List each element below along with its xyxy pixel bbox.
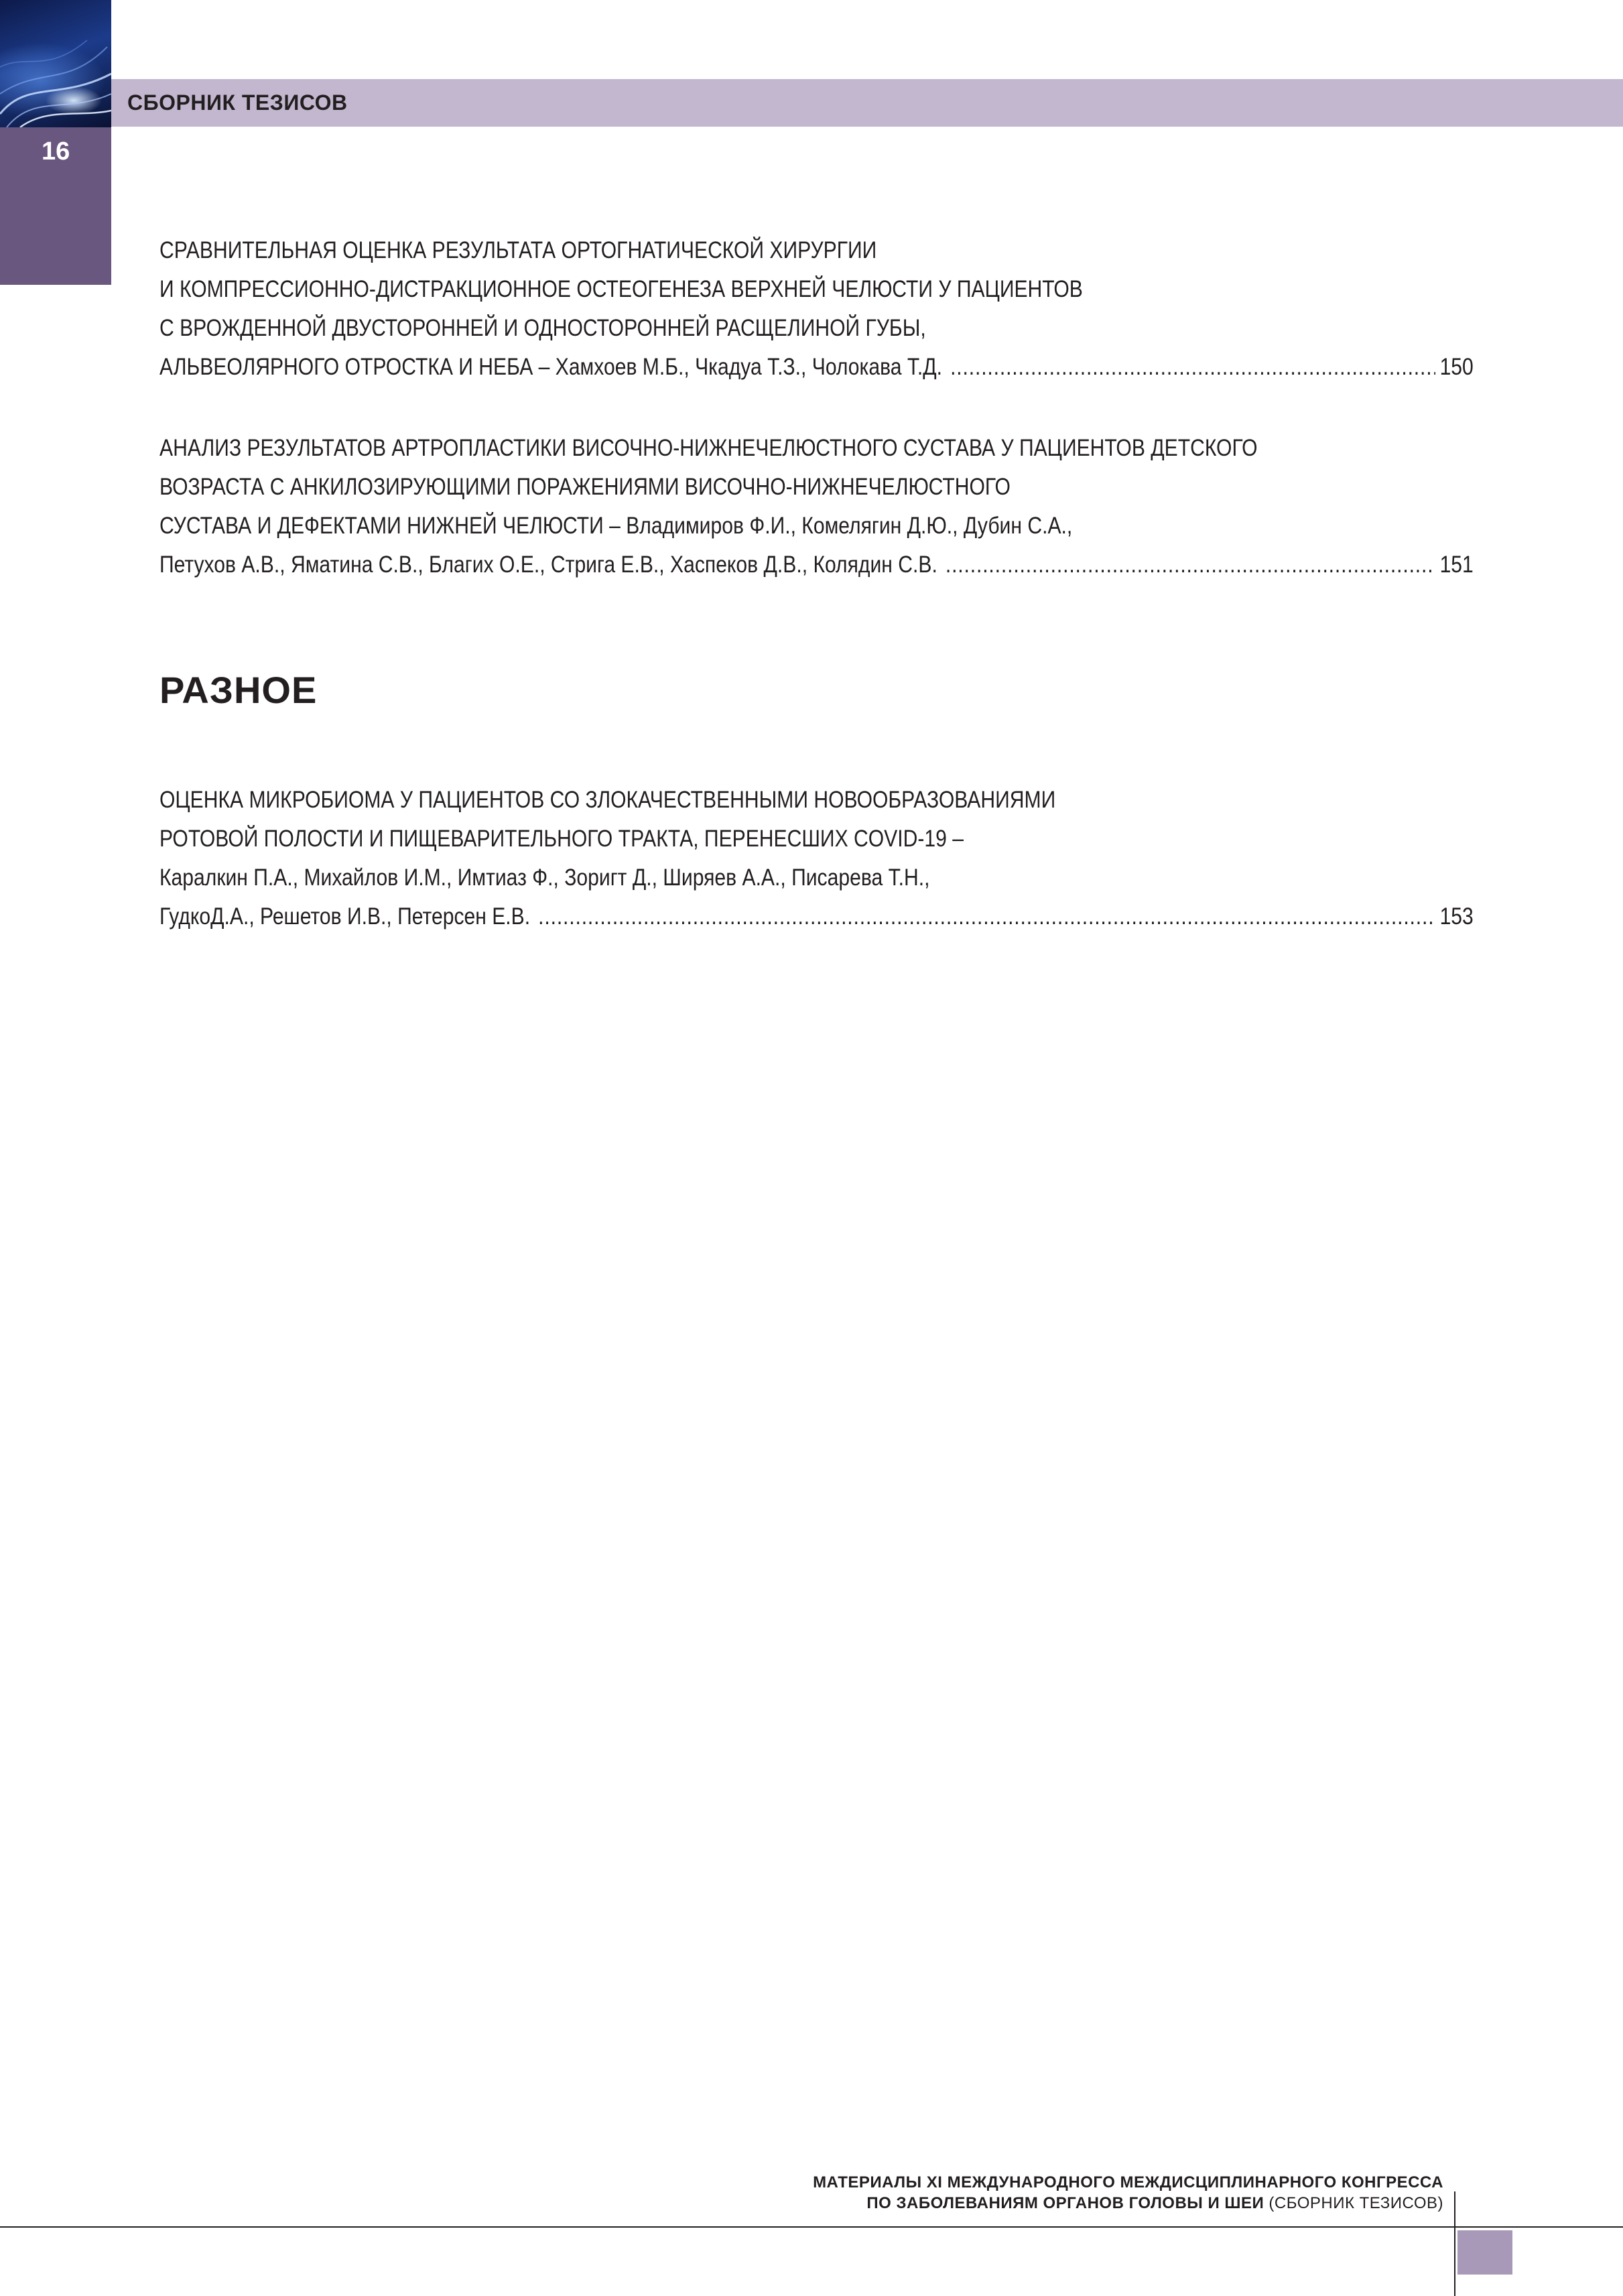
- footer-vertical-divider: [1454, 2191, 1455, 2296]
- toc-page-number: 151: [1439, 552, 1474, 578]
- page-number: 16: [42, 137, 70, 166]
- toc-entry-final-line: [159, 897, 1474, 936]
- toc-entry-final-line: [159, 348, 1474, 387]
- dot-leader: [950, 348, 1435, 387]
- footer-line-2: [813, 2193, 1443, 2214]
- section-heading: РАЗНОЕ: [159, 669, 318, 711]
- running-header-title: СБОРНИК ТЕЗИСОВ: [127, 90, 348, 115]
- dot-leader: [538, 897, 1435, 936]
- footer-line-1: МАТЕРИАЛЫ XI МЕЖДУНАРОДНОГО МЕЖДИСЦИПЛИНАРНОГО КОНГРЕССА: [813, 2173, 1443, 2191]
- dot-leader: [946, 546, 1435, 584]
- footer-publication-title: [813, 2172, 1443, 2214]
- header-decorative-image: [0, 0, 111, 127]
- light-streak-graphic: [0, 0, 111, 127]
- footer-divider: [0, 2226, 1623, 2228]
- toc-entry-line: СУСТАВА И ДЕФЕКТАМИ НИЖНЕЙ ЧЕЛЮСТИ – Владимиров Ф.И., Комелягин Д.Ю., Дубин С.А.,: [159, 513, 1073, 539]
- toc-entry-line: АЛЬВЕОЛЯРНОГО ОТРОСТКА И НЕБА – Хамхоев М.Б., Чкадуа Т.З., Чолокава Т.Д.: [159, 354, 943, 380]
- footer-color-tab: [1457, 2230, 1512, 2275]
- toc-entry-line: С ВРОЖДЕННОЙ ДВУСТОРОННЕЙ И ОДНОСТОРОННЕЙ РАСЩЕЛИНОЙ ГУБЫ,: [159, 315, 926, 341]
- toc-entry-line: СРАВНИТЕЛЬНАЯ ОЦЕНКА РЕЗУЛЬТАТА ОРТОГНАТИЧЕСКОЙ ХИРУРГИИ: [159, 237, 877, 263]
- toc-entry-line: Петухов А.В., Яматина С.В., Благих О.Е., Стрига Е.В., Хаспеков Д.В., Колядин С.В.: [159, 552, 937, 578]
- toc-entry-line: ГудкоД.А., Решетов И.В., Петерсен Е.В.: [159, 903, 531, 930]
- toc-entry-line: РОТОВОЙ ПОЛОСТИ И ПИЩЕВАРИТЕЛЬНОГО ТРАКТА, ПЕРЕНЕСШИХ COVID-19 –: [159, 826, 964, 852]
- toc-entry-line: ВОЗРАСТА С АНКИЛОЗИРУЮЩИМИ ПОРАЖЕНИЯМИ ВИСОЧНО-НИЖНЕЧЕЛЮСТНОГО: [159, 474, 1011, 500]
- toc-entry-final-line: [159, 546, 1474, 584]
- toc-page-number: 150: [1439, 354, 1474, 380]
- toc-page-number: 153: [1439, 903, 1474, 930]
- toc-entry-line: АНАЛИЗ РЕЗУЛЬТАТОВ АРТРОПЛАСТИКИ ВИСОЧНО-НИЖНЕЧЕЛЮСТНОГО СУСТАВА У ПАЦИЕНТОВ ДЕТСКОГО: [159, 435, 1258, 461]
- toc-entry: [159, 781, 1474, 936]
- toc-entry: [159, 429, 1474, 584]
- footer-line-2-subtitle: (СБОРНИК ТЕЗИСОВ): [1269, 2194, 1443, 2212]
- footer-line-2-bold: ПО ЗАБОЛЕВАНИЯМ ОРГАНОВ ГОЛОВЫ И ШЕИ: [866, 2194, 1264, 2212]
- toc-entry-line: И КОМПРЕССИОННО-ДИСТРАКЦИОННОЕ ОСТЕОГЕНЕЗА ВЕРХНЕЙ ЧЕЛЮСТИ У ПАЦИЕНТОВ: [159, 276, 1083, 302]
- toc-entry-line: Каралкин П.А., Михайлов И.М., Имтиаз Ф., Зоригт Д., Ширяев А.А., Писарева Т.Н.,: [159, 865, 930, 891]
- toc-entry: [159, 231, 1474, 387]
- toc-entry-line: ОЦЕНКА МИКРОБИОМА У ПАЦИЕНТОВ СО ЗЛОКАЧЕСТВЕННЫМИ НОВООБРАЗОВАНИЯМИ: [159, 787, 1056, 813]
